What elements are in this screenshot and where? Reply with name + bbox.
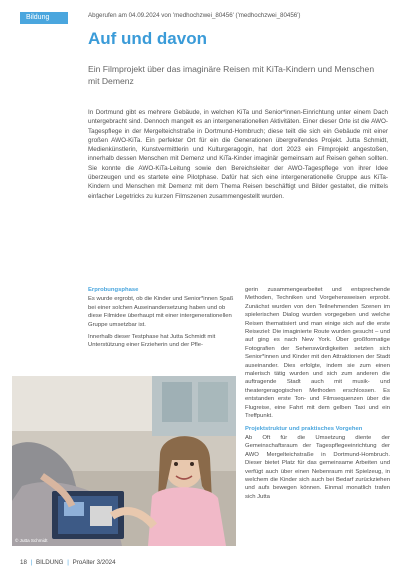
article-title: Auf und davon <box>88 29 207 48</box>
right-paragraph-2: Ab Oft für die Umsetzung diente der Gemeinschaftsraum der Tagespflegeeinrichtung der AWO Mergelteichstraße in Dortmund-Hombruch. Dieser bietet Platz für das gemeinsame Arbeiten und verfügt auch über einen Nebenraum mit Spielzeug, in welchem die Kinder sich auch bei Bedarf zurückziehen und aufs bewegen können. Einmal monatlich trafen sich Jutta <box>245 434 390 500</box>
page-footer <box>20 559 116 566</box>
photo-illustration <box>12 376 236 546</box>
left-text-column <box>88 286 234 354</box>
right-text-column <box>245 286 390 505</box>
access-note: Abgerufen am 04.09.2024 von 'medhochzwei_80456' ('medhochzwei_80456') <box>88 12 301 19</box>
left-paragraph-2: Innerhalb dieser Testphase hat Jutta Schmidt mit Unterstützung einer Erzieherin und der Pfle- <box>88 334 216 349</box>
footer-section: BILDUNG <box>35 559 64 566</box>
right-subheading: Projektstruktur und praktisches Vorgehen <box>245 425 363 432</box>
footer-separator: | <box>30 559 33 566</box>
section-tag: Bildung <box>20 12 68 24</box>
left-subheading: Erprobungsphase <box>88 287 139 293</box>
right-paragraph-1: gerin zusammengearbeitet und entsprechende Methoden, Techniken und Vorgehensweisen erprobt. Zunächst wurden von den Teilnehmenden Szenen im spielerischen Dialog wurden vorgegeben und welche Reisen thematisiert und man einige sich auf die erste Reiseziel: Die imaginierte Route wurden gesucht – und auf ging es nach New York. Über großformatige Fotografien der Sehenswürdigkeiten setzten sich Senior*innen und Kinder mit den Attraktionen der Stadt auseinander. Dies erfolgte, indem sie zum einen malerisch tätig wurden und sich zum anderen die auftragende Stadt auch mit musik- und theatergeragogischen Methoden erschlossen. Es entstanden erste Ton- und Filmsequenzen über die Flugreise, eine Fahrt mit dem gelben Taxi und ein Treffpunkt. <box>245 287 390 420</box>
article-photo <box>12 376 236 546</box>
footer-separator-2: | <box>67 559 69 566</box>
left-paragraph-1: Es wurde ergrobt, ob die Kinder und Senior*innen Spaß bei einer solchen Auseinandersetzung haben und ob diese Filmidee überhaupt mit einer intergenerationellen Gruppe umsetzbar ist. <box>88 296 234 328</box>
footer-magazine: ProAlter 3/2024 <box>72 559 116 566</box>
page-number: 18 <box>20 559 27 566</box>
photo-credit: © Jutta Schmidt <box>15 538 48 543</box>
intro-paragraph: In Dortmund gibt es mehrere Gebäude, in welchen KiTa und Senior*innen-Einrichtung unter einem Dach untergebracht sind. Dennoch mangelt es an intergenerationellen Aktivitäten. Einer dieser Orte ist die AWO-Tagespflege in der Mergelteichstraße in Dortmund-Hombruch; diese teilt die sich ein Gebäude mit einer großen AWO-KiTa. Ein perfekter Ort für ein die Generationen übergreifendes Projekt. Jutta Schmidt, Medienkünstlerin, Kunstvermittlerin und Kulturgeragogin, hat dort 2023 ein Filmprojekt angestoßen, innerhalb dessen Menschen mit Demenz und KiTa-Kinder imaginär gemeinsam auf Reisen gehen sollten. Sie konnte die AWO-KiTa-Leitung sowie den Bereichsleiter der AWO-Tagespflege von ihrer Idee überzeugen und es startete eine Pilotphase. Dafür hat sich eine intergenerationelle Gruppe aus KiTa-Kindern und Menschen mit Demenz mit dem Thema Reisen beschäftigt und Bilder gestaltet, die mittels einfacher Legetricks zu kurzen Filmszenen zusammengestellt wurden. <box>88 109 388 200</box>
article-subtitle: Ein Filmprojekt über das imaginäre Reisen mit KiTa-Kindern und Menschen mit Demenz <box>88 64 375 86</box>
